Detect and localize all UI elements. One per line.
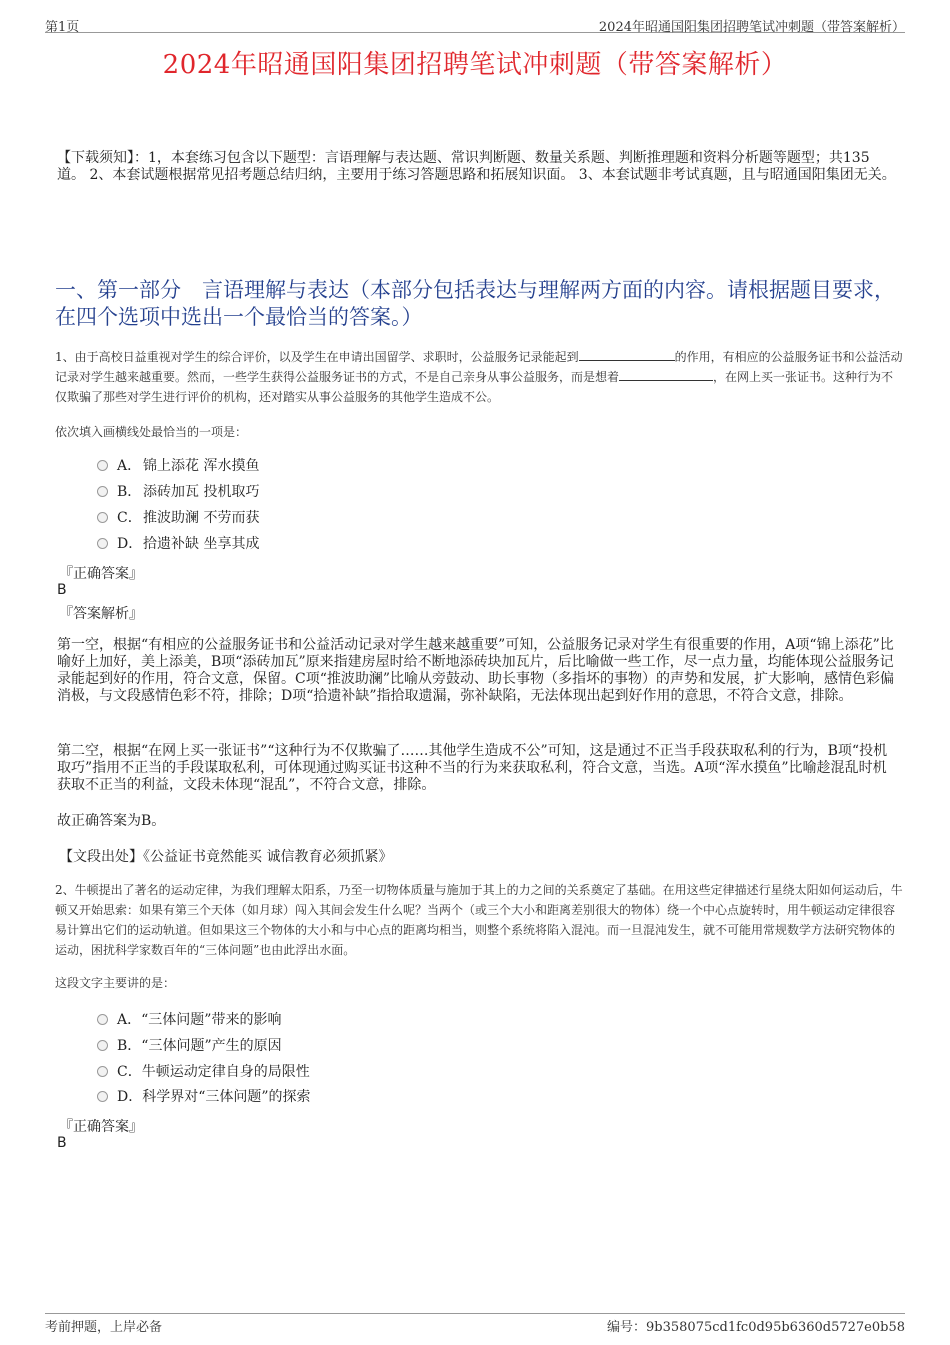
q1-analysis-label: 『答案解析』 — [59, 606, 143, 622]
footer-slogan: 考前押题，上岸必备 — [45, 1320, 163, 1335]
q2-answer-label: 『正确答案』 — [59, 1119, 143, 1135]
q1-answer-label: 『正确答案』 — [59, 566, 143, 582]
radio-icon[interactable] — [97, 538, 108, 549]
q1-option-c[interactable]: C．推波助澜 不劳而获 — [97, 508, 259, 528]
q1-answer: B — [57, 582, 67, 598]
q2-option-b[interactable]: B．“三体问题”产生的原因 — [97, 1036, 282, 1056]
question-2-text: 2、牛顿提出了著名的运动定律，为我们理解太阳系，乃至一切物体质量与施加于其上的力之间的关系奠定了基础。在用这些定律描述行星绕太阳如何运动后，牛顿又开始思索：如果有第三个天体（如月球）闯入其间会发生什么呢？当两个（或三个大小和距离差别很大的物体）绕一个中心点旋转时，用牛顿运动定律很容易计算出它们的运动轨道。但如果这三个物体的大小和与中心点的距离均相当，则整个系统将陷入混沌。而一旦混沌发生，就不可能用常规数学方法研究物体的运动，困扰科学家数百年的“三体问题”也由此浮出水面。 — [55, 883, 903, 957]
download-notice: 【下载须知】：1，本套练习包含以下题型：言语理解与表达题、常识判断题、数量关系题、判断推理题和资料分析题等题型；共135道。 2、本套试题根据常见招考题总结归纳，主要用于练习答题思路和拓展知识面。 3、本套试题非考试真题，且与昭通国阳集团无关。 — [57, 150, 896, 183]
radio-icon[interactable] — [97, 460, 108, 471]
page-header — [45, 14, 905, 33]
q2-option-d[interactable]: D．科学界对“三体问题”的探索 — [97, 1087, 311, 1107]
question-1-prompt: 依次填入画横线处最恰当的一项是： — [55, 425, 248, 439]
document-title: 2024年昭通国阳集团招聘笔试冲刺题（带答案解析） — [162, 50, 788, 80]
q1-analysis-1: 第一空，根据“有相应的公益服务证书和公益活动记录对学生越来越重要”可知，公益服务记录对学生有很重要的作用，A项“锦上添花”比喻好上加好，美上添美，B项“添砖加瓦”原来指建房屋时给不断地添砖块加瓦片，后比喻做一些工作，尽一点力量，均能体现公益服务记录能起到好的作用，符合文意，保留。C项“推波助澜”比喻从旁鼓动、助长事物（多指坏的事物）的声势和发展，扩大影响，感情色彩偏消极，与文段感情色彩不符，排除；D项“拾遗补缺”指拾取遗漏，弥补缺陷，无法体现出起到好作用的意思，不符合文意，排除。 — [57, 637, 895, 704]
page-footer — [45, 1313, 905, 1334]
q1-analysis-2: 第二空，根据“在网上买一张证书”“这种行为不仅欺骗了……其他学生造成不公”可知，这是通过不正当手段获取私利的行为，B项“投机取巧”指用不正当的手段谋取私利，可体现通过购买证书这种不当的行为来获取私利，符合文意，当选。A项“浑水摸鱼”比喻趁混乱时机获取不正当的利益，文段未体现“混乱”，不符合文意，排除。 — [57, 743, 888, 793]
q1-source: 【文段出处】《公益证书竟然能买 诚信教育必须抓紧》 — [59, 849, 393, 865]
question-1-text: 1、由于高校日益重视对学生的综合评价，以及学生在申请出国留学、求职时，公益服务记录能起到 的作用，有相应的公益服务证书和公益活动记录对学生越来越重要。然而，一些学生获得公益服务证书的方式，不是自己亲身从事公益服务，而是想着 ，在网上买一张证书。这种行为不仅欺骗了那些对学生进行评价的机构，还对踏实从事公益服务的其他学生造成不公。 — [55, 350, 903, 404]
footer-doc-id: 编号：9b358075cd1fc0d95b6360d5727e0b58 — [607, 1320, 905, 1335]
radio-icon[interactable] — [97, 1066, 108, 1077]
section-heading: 一、第一部分 言语理解与表达（本部分包括表达与理解两方面的内容。请根据题目要求，在四个选项中选出一个最恰当的答案。） — [55, 278, 895, 329]
q2-answer: B — [57, 1135, 67, 1151]
fill-blank-1 — [579, 348, 675, 361]
header-doc-title: 2024年昭通国阳集团招聘笔试冲刺题（带答案解析） — [598, 20, 905, 35]
fill-blank-2 — [619, 368, 713, 381]
q2-option-a[interactable]: A．“三体问题”带来的影响 — [97, 1010, 281, 1030]
q1-option-a[interactable]: A． 锦上添花 浑水摸鱼 — [97, 456, 259, 476]
q2-option-c[interactable]: C．牛顿运动定律自身的局限性 — [97, 1062, 310, 1082]
q1-option-b[interactable]: B． 添砖加瓦 投机取巧 — [97, 482, 259, 502]
question-2-prompt: 这段文字主要讲的是： — [55, 976, 176, 990]
radio-icon[interactable] — [97, 1091, 108, 1102]
radio-icon[interactable] — [97, 1014, 108, 1025]
q1-option-d[interactable]: D．拾遗补缺 坐享其成 — [97, 534, 259, 554]
radio-icon[interactable] — [97, 1040, 108, 1051]
q1-conclusion: 故正确答案为B。 — [57, 813, 166, 829]
page-number: 第1页 — [45, 20, 80, 35]
radio-icon[interactable] — [97, 512, 108, 523]
radio-icon[interactable] — [97, 486, 108, 497]
